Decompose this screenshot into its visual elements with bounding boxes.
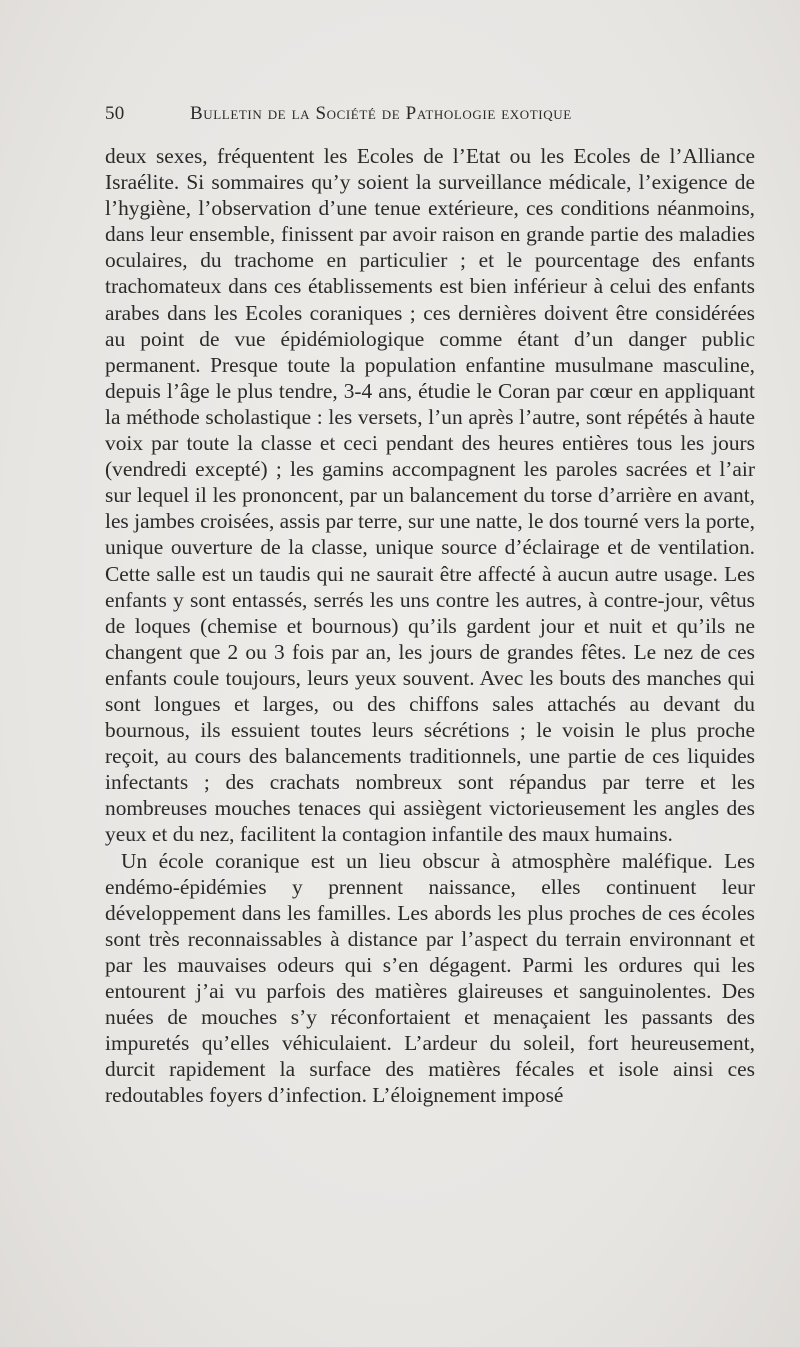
paragraph-1: deux sexes, fréquentent les Ecoles de l’Etat ou les Ecoles de l’Alliance Israélite. Si sommaires qu’y soient la surveillance médicale, l’exigence de l’hygiène, l’observation d’une tenue extérieure, ces conditions néanmoins, dans leur ensemble, finissent par avoir raison en grande partie des maladies oculaires, du trachome en particulier ; et le pourcentage des enfants trachomateux dans ces établissements est bien inférieur à celui des enfants arabes dans les Ecoles coraniques ; ces dernières doivent être considérées au point de vue épidémiologique comme étant d’un danger public permanent. Presque toute la population enfantine musulmane masculine, depuis l’âge le plus tendre, 3-4 ans, étudie le Coran par cœur en appliquant la méthode scholastique : les versets, l’un après l’autre, sont répétés à haute voix par toute la classe et ceci pendant des heures entières tous les jours (vendredi excepté) ; les gamins accompagnent les paroles sacrées et l’air sur lequel il les prononcent, par un balancement du torse d’arrière en avant, les jambes croisées, assis par terre, sur une natte, le dos tourné vers la porte, unique ouverture de la classe, unique source d’éclairage et de ventilation. Cette salle est un taudis qui ne saurait être affecté à aucun autre usage. Les enfants y sont entassés, serrés les uns contre les autres, à contre-jour, vêtus de loques (chemise et bournous) qu’ils gardent jour et nuit et qu’ils ne changent que 2 ou 3 fois par an, les jours de grandes fêtes. Le nez de ces enfants coule toujours, leurs yeux souvent. Avec les bouts des manches qui sont longues et larges, ou des chiffons sales attachés au devant du bournous, ils essuient toutes leurs sécrétions ; le voisin le plus proche reçoit, au cours des balancements traditionnels, une partie de ces liquides infectants ; des crachats nombreux sont répandus par terre et les nombreuses mouches tenaces qui assiègent victorieusement les angles des yeux et du nez, facilitent la contagion infantile des maux humains. bbox=[105, 144, 755, 847]
paragraph-2: Un école coranique est un lieu obscur à atmosphère maléfique. Les endémo-épidémies y prennent naissance, elles continuent leur développement dans les familles. Les abords les plus proches de ces écoles sont très reconnaissables à distance par l’aspect du terrain environnant et par les mauvaises odeurs qui s’en dégagent. Parmi les ordures qui les entourent j’ai vu parfois des matières glaireuses et sanguinolentes. Des nuées de mouches s’y réconfortaient et menaçaient les passants des impuretés qu’elles véhiculaient. L’ardeur du soleil, fort heureusement, durcit rapidement la surface des matières fécales et isole ainsi ces redoutables foyers d’infection. L’éloignement imposé bbox=[105, 848, 755, 1108]
running-title: Bulletin de la Société de Pathologie exotique bbox=[190, 103, 572, 124]
body-text bbox=[105, 143, 755, 1108]
page-number: 50 bbox=[105, 103, 125, 124]
page-header bbox=[105, 103, 755, 131]
